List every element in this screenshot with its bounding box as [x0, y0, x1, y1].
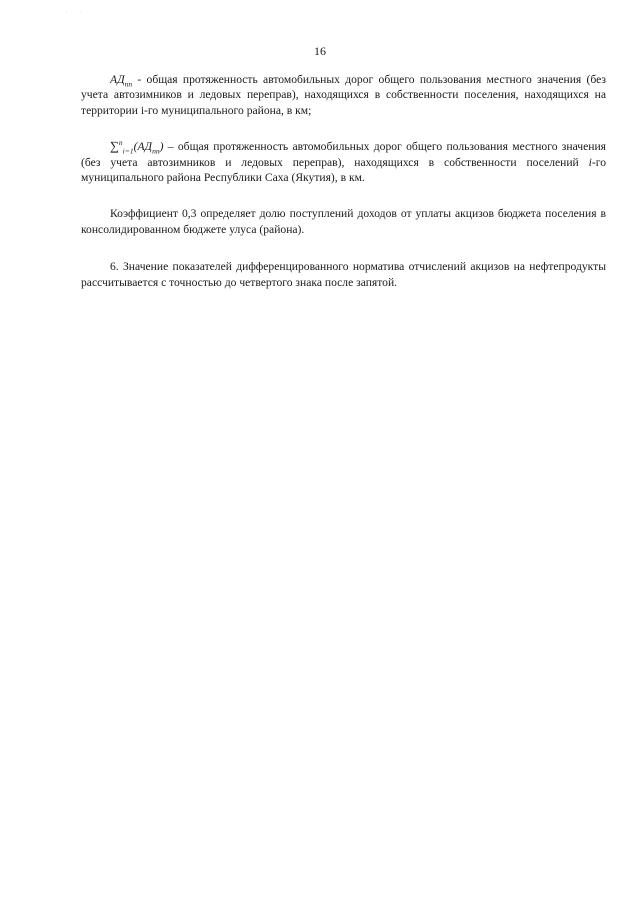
- sum-symbol-open: (АД: [133, 140, 153, 154]
- symbol-ad: [110, 73, 133, 89]
- sum-sign: ∑: [110, 139, 119, 154]
- paragraph-sum-text-end: -го муниципального района Республики Саха (Якутия), в км.: [81, 155, 606, 185]
- sum-symbol-subscript: пп: [152, 146, 160, 156]
- sum-symbol-close: ): [159, 140, 164, 154]
- document-body: [81, 72, 606, 311]
- scan-mark: . .: [66, 9, 88, 14]
- page-number: 16: [314, 44, 326, 58]
- sum-subscript: i=1: [122, 146, 134, 156]
- paragraph-sum-definition: [81, 139, 606, 185]
- symbol-ad-text: АД: [110, 73, 125, 86]
- symbol-ad-subscript: пп: [124, 79, 133, 89]
- paragraph-sum-text-start: – общая протяженность автомобильных дорог общего пользования местного значения (без учета автозимников и ледовых переправ), находящихся в собственности поселений: [81, 140, 606, 169]
- symbol-sum: [110, 138, 164, 156]
- paragraph-precision: 6. Значение показателей дифференцированного норматива отчислений акцизов на нефтепродукты рассчитывается с точностью до четвертого знака после запятой.: [81, 260, 606, 289]
- paragraph-coefficient: Коэффициент 0,3 определяет долю поступлений доходов от уплаты акцизов бюджета поселения в консолидированном бюджете улуса (района).: [81, 207, 606, 236]
- italic-index-i: i: [588, 155, 592, 169]
- paragraph-ad-definition-text: - общая протяженность автомобильных дорог общего пользования местного значения (без учета автозимников и ледовых переправ), находящихся в собственности поселения, находящихся на территории i-го муниципального района, в км;: [81, 73, 606, 117]
- sum-superscript: n: [118, 138, 123, 148]
- paragraph-ad-definition: [81, 72, 606, 118]
